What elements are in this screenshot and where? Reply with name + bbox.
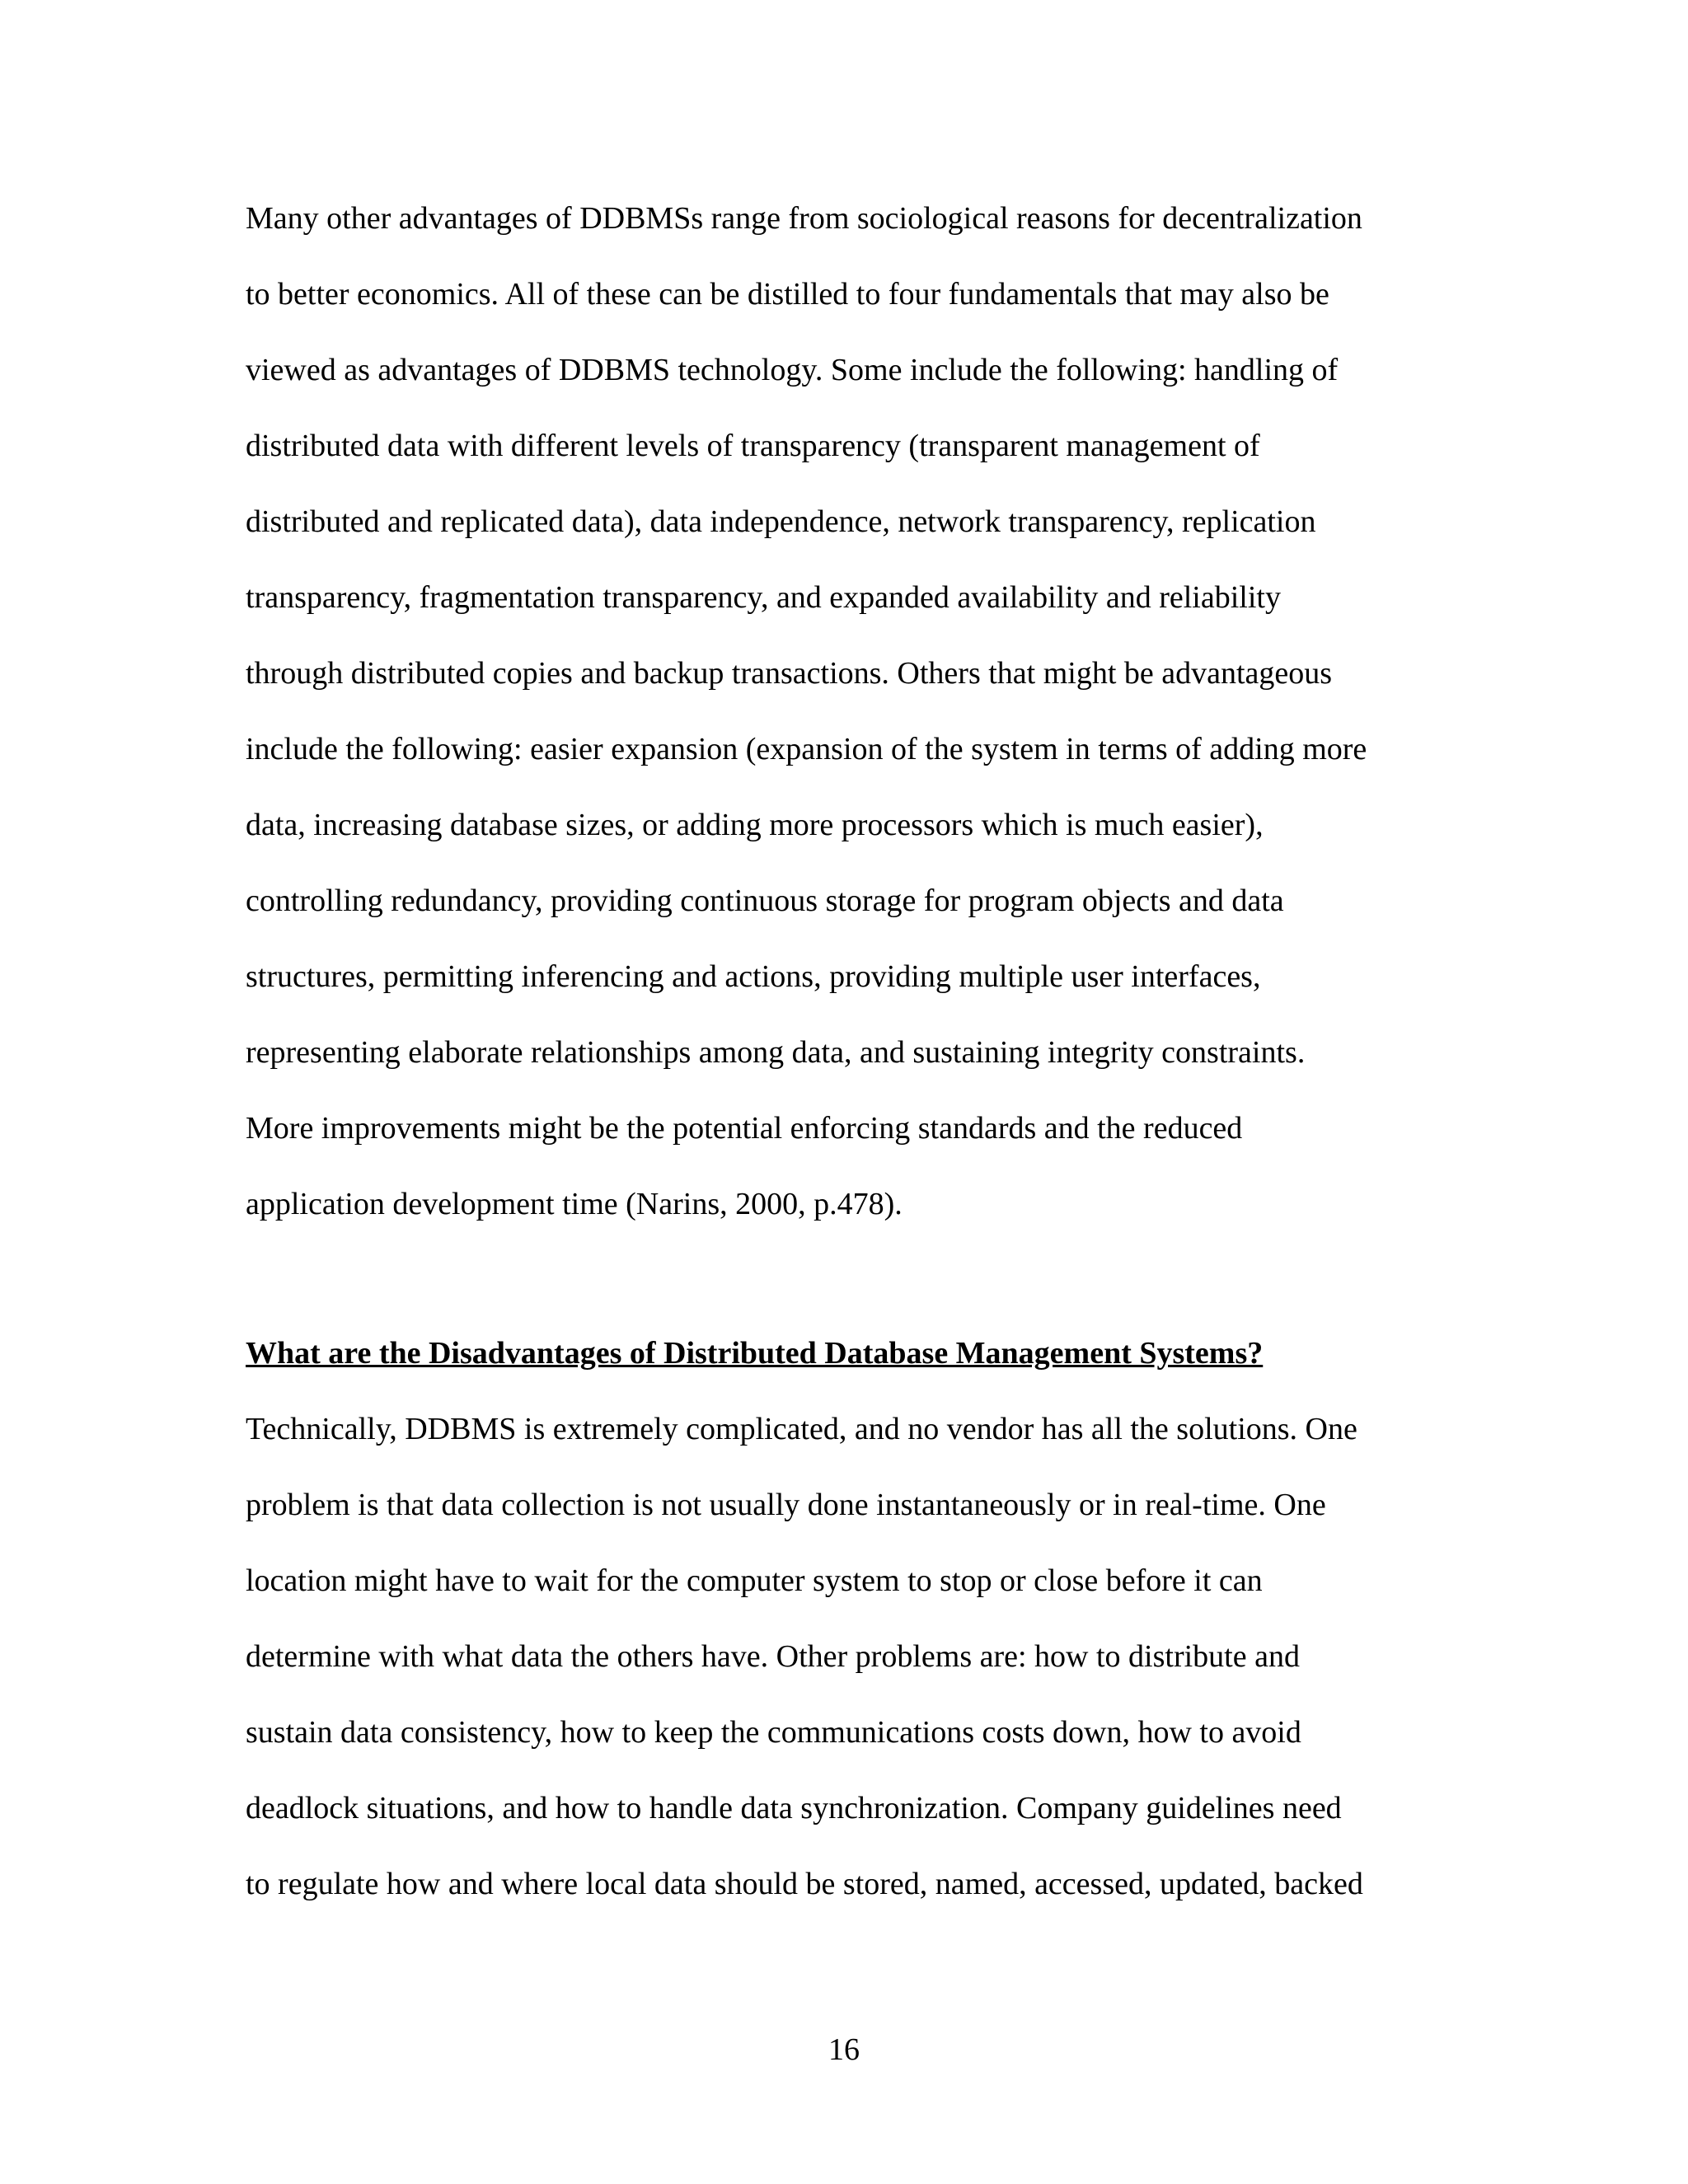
paragraph-line: More improvements might be the potential enforcing standards and the reduced — [246, 1111, 1243, 1146]
paragraph-line: controlling redundancy, providing continuous storage for program objects and data — [246, 883, 1284, 918]
paragraph-line: sustain data consistency, how to keep the communications costs down, how to avoid — [246, 1715, 1301, 1750]
paragraph-line: location might have to wait for the computer system to stop or close before it can — [246, 1563, 1263, 1598]
paragraph-line: application development time (Narins, 2000, p.478). — [246, 1187, 903, 1221]
paragraph-line: determine with what data the others have. Other problems are: how to distribute and — [246, 1639, 1300, 1674]
paragraph-line: data, increasing database sizes, or adding more processors which is much easier), — [246, 808, 1264, 842]
paragraph-line: through distributed copies and backup transactions. Others that might be advantageous — [246, 656, 1333, 691]
paragraph-line: to regulate how and where local data should be stored, named, accessed, updated, backed — [246, 1867, 1363, 1901]
paragraph-line: problem is that data collection is not usually done instantaneously or in real-time. One — [246, 1488, 1326, 1522]
paragraph-line: distributed and replicated data), data independence, network transparency, replication — [246, 504, 1316, 539]
paragraph-line: distributed data with different levels of transparency (transparent management of — [246, 429, 1260, 463]
paragraph-disadvantages — [246, 1391, 1465, 1922]
paragraph-line: transparency, fragmentation transparency, and expanded availability and reliability — [246, 580, 1281, 615]
paragraph-line: Technically, DDBMS is extremely complicated, and no vendor has all the solutions. One — [246, 1412, 1357, 1446]
section-heading: What are the Disadvantages of Distributed Database Management Systems? — [246, 1336, 1264, 1371]
paragraph-advantages — [246, 180, 1465, 1242]
paragraph-line: structures, permitting inferencing and actions, providing multiple user interfaces, — [246, 959, 1261, 994]
paragraph-line: Many other advantages of DDBMSs range from sociological reasons for decentralization — [246, 201, 1362, 236]
paragraph-line: viewed as advantages of DDBMS technology. Some include the following: handling of — [246, 353, 1339, 387]
paragraph-line: representing elaborate relationships among data, and sustaining integrity constraints. — [246, 1035, 1306, 1070]
paragraph-line: deadlock situations, and how to handle data synchronization. Company guidelines need — [246, 1791, 1342, 1825]
page-number: 16 — [828, 2032, 860, 2067]
paragraph-line: to better economics. All of these can be distilled to four fundamentals that may also be — [246, 277, 1329, 312]
paragraph-line: include the following: easier expansion (expansion of the system in terms of adding more — [246, 732, 1367, 766]
